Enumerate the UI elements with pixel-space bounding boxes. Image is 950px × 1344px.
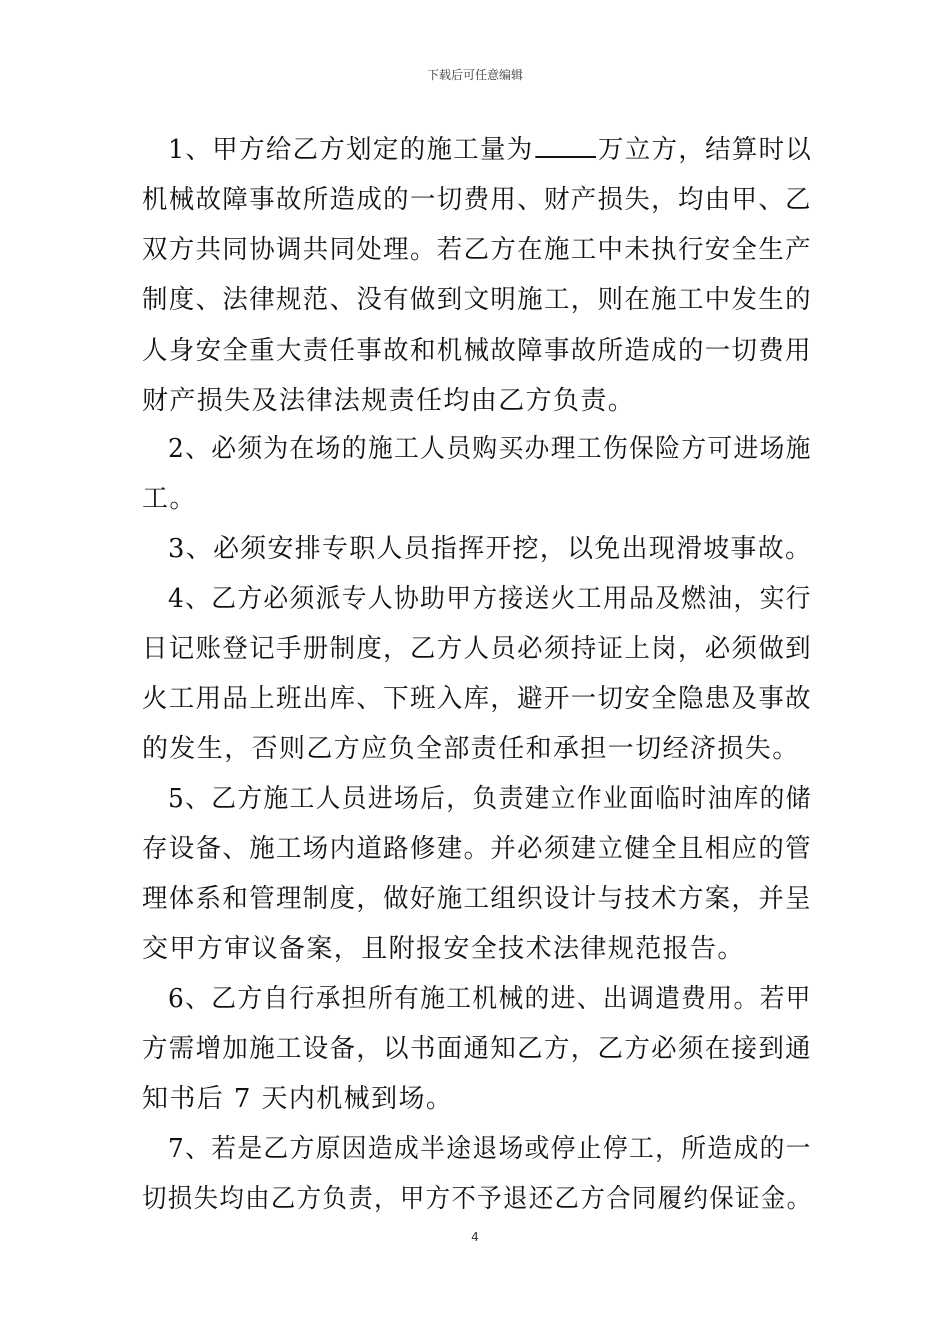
text-line: 交甲方审议备案，且附报安全技术法律规范报告。 [142,934,745,964]
text-line: 5、乙方施工人员进场后，负责建立作业面临时油库的储 [168,784,812,814]
text-line: 日记账登记手册制度，乙方人员必须持证上岗，必须做到 [142,634,812,664]
text-line: 机械故障事故所造成的一切费用、财产损失，均由甲、乙 [142,185,812,215]
text-line: 双方共同协调共同处理。若乙方在施工中未执行安全生产 [142,235,812,265]
text-line: 方需增加施工设备，以书面通知乙方，乙方必须在接到通 [142,1034,812,1064]
fill-in-blank [536,132,597,158]
text-line: 的发生，否则乙方应负全部责任和承担一切经济损失。 [142,734,800,764]
text-line: 人身安全重大责任事故和机械故障事故所造成的一切费用 [142,336,812,366]
text-line: 制度、法律规范、没有做到文明施工，则在施工中发生的 [142,285,812,315]
text-line: 财产损失及法律法规责任均由乙方负责。 [142,386,636,416]
page-number: 4 [471,1230,479,1244]
text-line [168,132,812,168]
text-segment: 1、甲方给乙方划定的施工量为 [168,135,534,165]
text-line: 存设备、施工场内道路修建。并必须建立健全且相应的管 [142,834,812,864]
text-line: 6、乙方自行承担所有施工机械的进、出调遣费用。若甲 [168,984,812,1014]
text-segment: 万立方，结算时以 [598,135,813,165]
text-line: 火工用品上班出库、下班入库，避开一切安全隐患及事故 [142,684,812,714]
page-header: 下载后可任意编辑 [426,68,523,82]
text-line: 7、若是乙方原因造成半途退场或停止停工，所造成的一 [168,1134,812,1164]
text-line: 工。 [142,484,197,514]
text-line: 知书后 7 天内机械到场。 [142,1084,454,1114]
text-line: 切损失均由乙方负责，甲方不予退还乙方合同履约保证金。 [142,1184,813,1214]
text-line: 4、乙方必须派专人协助甲方接送火工用品及燃油，实行 [168,584,812,614]
text-line: 理体系和管理制度，做好施工组织设计与技术方案，并呈 [142,884,812,914]
text-line: 2、必须为在场的施工人员购买办理工伤保险方可进场施 [168,434,812,464]
text-line: 3、必须安排专职人员指挥开挖，以免出现滑坡事故。 [168,534,813,564]
